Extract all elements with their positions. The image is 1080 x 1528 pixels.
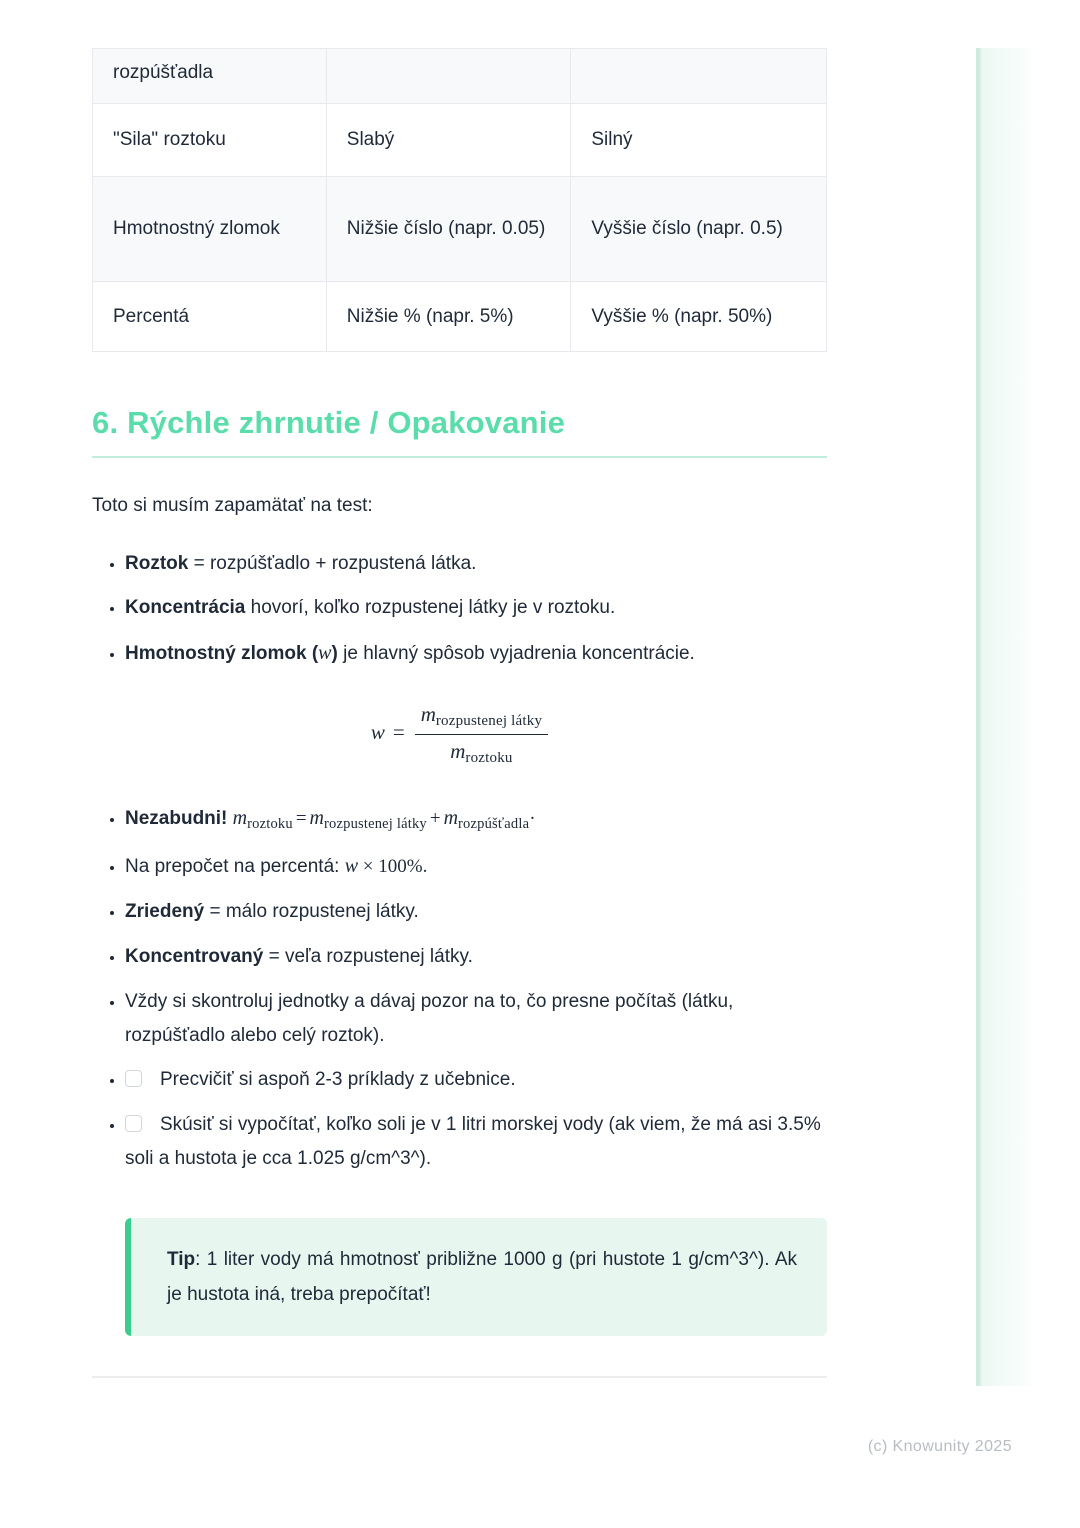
term-bold: Koncentrácia xyxy=(125,597,246,619)
tip-label: Tip xyxy=(167,1248,196,1270)
summary-list xyxy=(92,801,827,1176)
term-bold: Roztok xyxy=(125,552,189,574)
checkbox[interactable] xyxy=(125,1070,142,1087)
fraction-denominator xyxy=(415,735,548,767)
formula-fraction xyxy=(415,702,548,767)
mass-fraction-formula xyxy=(92,702,827,767)
math-operator: = xyxy=(295,807,307,829)
item-text: Precvičiť si aspoň 2-3 príklady z učebnice. xyxy=(160,1069,516,1091)
math-subscript: rozpustenej látky xyxy=(435,712,543,729)
list-item xyxy=(125,636,827,672)
fraction-numerator xyxy=(415,702,548,735)
table-cell: Silný xyxy=(571,104,827,177)
todo-item xyxy=(125,1063,827,1097)
table-cell: Nižšie % (napr. 5%) xyxy=(326,282,571,352)
list-item xyxy=(125,895,827,929)
math-variable: m xyxy=(450,738,466,763)
item-text: = málo rozpustenej látky. xyxy=(204,901,419,923)
copyright-footer: (c) Knowunity 2025 xyxy=(867,1438,1012,1455)
math-variable: w xyxy=(318,642,332,665)
tip-text: : 1 liter vody má hmotnosť približne 1000 g (pri hustote 1 g/cm^3^). Ak je hustota iná, treba prepočítať! xyxy=(167,1248,797,1305)
tip-callout xyxy=(125,1218,827,1336)
list-item xyxy=(125,940,827,974)
list-item xyxy=(125,849,827,885)
section-heading: 6. Rýchle zhrnutie / Opakovanie xyxy=(92,405,827,458)
table-row xyxy=(93,177,827,282)
math-subscript: roztoku xyxy=(247,815,293,832)
term-bold: Nezabudni! xyxy=(125,807,228,829)
item-text: Skúsiť si vypočítať, koľko soli je v 1 litri morskej vody (ak viem, že má asi 3.5% soli a hustota je cca 1.025 g/cm^3^). xyxy=(125,1114,821,1169)
math-variable: m xyxy=(309,806,324,829)
document-content xyxy=(92,48,827,1378)
list-item xyxy=(125,591,827,625)
item-text: hovorí, koľko rozpustenej látky je v roztoku. xyxy=(245,597,616,619)
list-item xyxy=(125,801,827,838)
math-variable: m xyxy=(232,806,248,829)
table-cell: Vyššie % (napr. 50%) xyxy=(571,282,827,352)
table-row xyxy=(93,282,827,352)
math-subscript: rozpustenej látky xyxy=(324,815,427,832)
table-cell: Nižšie číslo (napr. 0.05) xyxy=(326,177,571,282)
term-bold: Zriedený xyxy=(125,901,205,923)
item-text: = veľa rozpustenej látky. xyxy=(263,945,473,967)
table-cell xyxy=(571,49,827,104)
math-variable: m xyxy=(443,806,459,829)
table-cell: Percentá xyxy=(93,282,327,352)
page-edge-accent-strip xyxy=(976,48,1033,1386)
term-bold: Hmotnostný zlomok ( xyxy=(125,643,319,665)
table-row xyxy=(93,104,827,177)
item-text: = rozpúšťadlo + rozpustená látka. xyxy=(188,552,477,574)
item-text: Vždy si skontroluj jednotky a dávaj pozor na to, čo presne počítaš (látku, rozpúšťadlo alebo celý roztok). xyxy=(125,990,734,1046)
intro-text: Toto si musím zapamätať na test: xyxy=(92,495,373,516)
todo-item xyxy=(125,1108,827,1176)
table-cell: Hmotnostný zlomok xyxy=(93,177,327,282)
math-variable: m xyxy=(420,701,436,726)
summary-list xyxy=(92,547,827,672)
math-period: · xyxy=(529,807,536,829)
formula-equals: = xyxy=(392,720,405,745)
table-cell xyxy=(326,49,571,104)
checkbox[interactable] xyxy=(125,1115,142,1132)
table-cell: rozpúšťadla xyxy=(93,49,327,104)
term-bold: Koncentrovaný xyxy=(125,945,264,967)
formula-lhs: w xyxy=(370,720,385,745)
term-bold: ) xyxy=(331,643,338,665)
table-cell: Vyššie číslo (napr. 0.5) xyxy=(571,177,827,282)
math-variable: w xyxy=(344,854,359,877)
comparison-table xyxy=(92,48,827,352)
math-subscript: rozpúšťadla xyxy=(458,815,530,832)
table-cell: "Sila" roztoku xyxy=(93,104,327,177)
section-divider xyxy=(92,1376,827,1378)
math-expression: × 100%. xyxy=(358,855,428,877)
table-row xyxy=(93,49,827,104)
table-cell: Slabý xyxy=(326,104,571,177)
math-subscript: roztoku xyxy=(465,749,513,766)
list-item xyxy=(125,985,827,1053)
list-item xyxy=(125,547,827,581)
item-text: je hlavný spôsob vyjadrenia koncentrácie. xyxy=(337,643,695,665)
math-operator: + xyxy=(429,807,441,829)
item-text: Na prepočet na percentá: xyxy=(125,855,345,877)
